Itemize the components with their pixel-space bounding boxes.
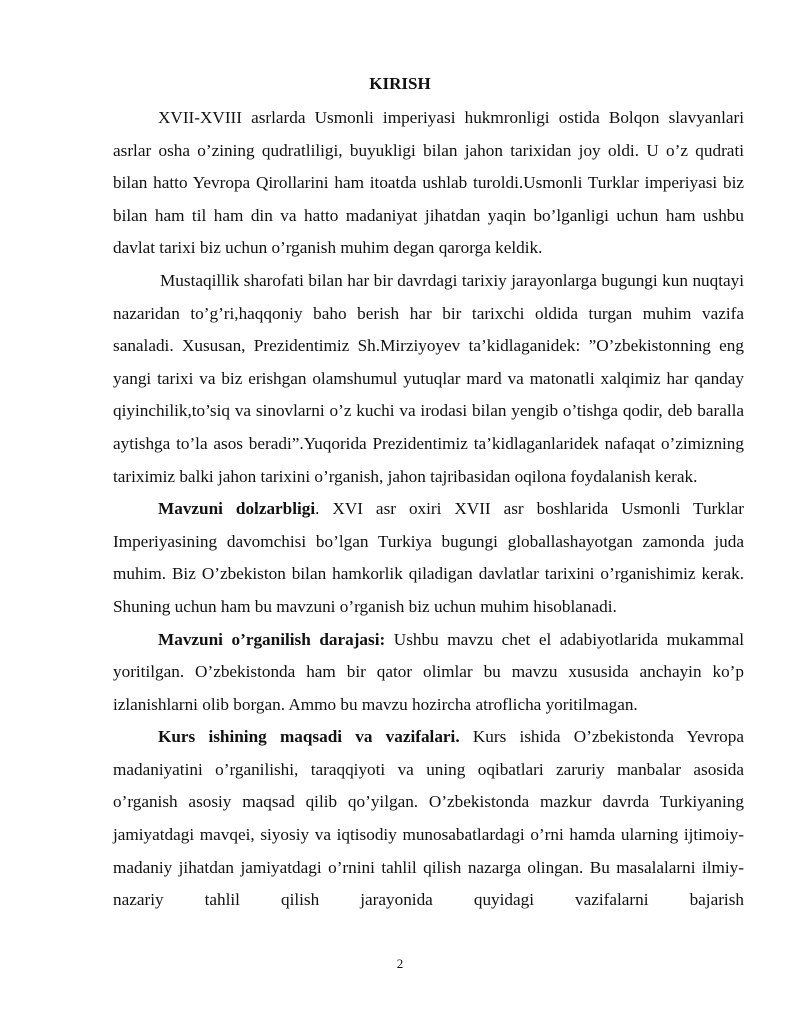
page-number: 2 — [396, 956, 404, 971]
paragraph-relevance — [113, 493, 744, 623]
paragraph-text: . XVI asr oxiri XVII asr boshlarida Usmonli Turklar Imperiyasining davomchisi bo’lgan Turkiya bugungi globallashayotgan zamonda juda muhim. Biz O’zbekiston bilan hamkorlik qiladigan davlatlar tarixini o’rganishimiz kerak. Shuning uchun ham bu mavzuni o’rganish biz uchun muhim hisoblanadi. — [113, 499, 744, 616]
paragraph-lead: Kurs ishining maqsadi va vazifalari. — [158, 727, 460, 747]
paragraph-lead: Mavzuni dolzarbligi — [158, 499, 316, 519]
paragraph-independence — [113, 265, 744, 493]
paragraph-text: Mustaqillik sharofati bilan har bir davrdagi tarixiy jarayonlarga bugungi kun nuqtayi nazaridan to’g’ri,haqqoniy baho berish har bir tarixchi oldida turgan muhim vazifa sanaladi. Xususan, Prezidentimiz Sh.Mirziyoyev ta’kidlaganidek: ”O’zbekistonning eng yangi tarixi va biz erishgan olamshumul yutuqlar mard va matonatli xalqimiz har qanday qiyinchilik,to’siq va sinovlarni o’z kuchi va irodasi bilan yengib o’tishga qodir, deb baralla aytishga to’la asos beradi”.Yuqorida Prezidentimiz ta’kidlaganlaridek nafaqat o’zimizning tariximiz balki jahon tarixini o’rganish, jahon tajribasidan oqilona foydalanish kerak. — [113, 270, 744, 486]
paragraph-intro — [113, 102, 744, 265]
paragraph-text: Kurs ishida O’zbekistonda Yevropa madaniyatini o’rganilishi, taraqqiyoti va uning oqibatlari zaruriy manbalar asosida o’rganish asosiy maqsad qilib qo’yilgan. O’zbekistonda mazkur davrda Turkiyaning jamiyatdagi mavqei, siyosiy va iqtisodiy munosabatlardagi o’rni hamda ularning ijtimoiy-madaniy jihatdan jamiyatdagi o’rnini tahlil qilish nazarga olingan. Bu masalalarni ilmiy-nazariy tahlil qilish jarayonida quyidagi vazifalarni bajarish — [113, 727, 744, 910]
paragraph-goals — [113, 721, 744, 917]
body-text — [113, 102, 744, 917]
paragraph-text: XVII-XVIII asrlarda Usmonli imperiyasi hukmronligi ostida Bolqon slavyanlari asrlar osha o’zining qudratliligi, buyukligi bilan jahon tarixidan joy oldi. U o’z qudrati bilan hatto Yevropa Qirollarini ham itoatda ushlab turoldi.Usmonli Turklar imperiyasi biz bilan ham til ham din va hatto madaniyat jihatdan yaqin bo’lganligi uchun ham ushbu davlat tarixi biz uchun o’rganish muhim degan qarorga keldik. — [113, 108, 744, 258]
paragraph-study-level — [113, 624, 744, 722]
paragraph-text: Ushbu mavzu chet el adabiyotlarida mukammal yoritilgan. O’zbekistonda ham bir qator olimlar bu mavzu xususida anchayin ko’p izlanishlarni olib borgan. Ammo bu mavzu hozircha atroflicha yoritilmagan. — [113, 629, 744, 714]
paragraph-lead: Mavzuni o’rganilish darajasi: — [158, 629, 386, 649]
page-title: KIRISH — [369, 74, 431, 93]
